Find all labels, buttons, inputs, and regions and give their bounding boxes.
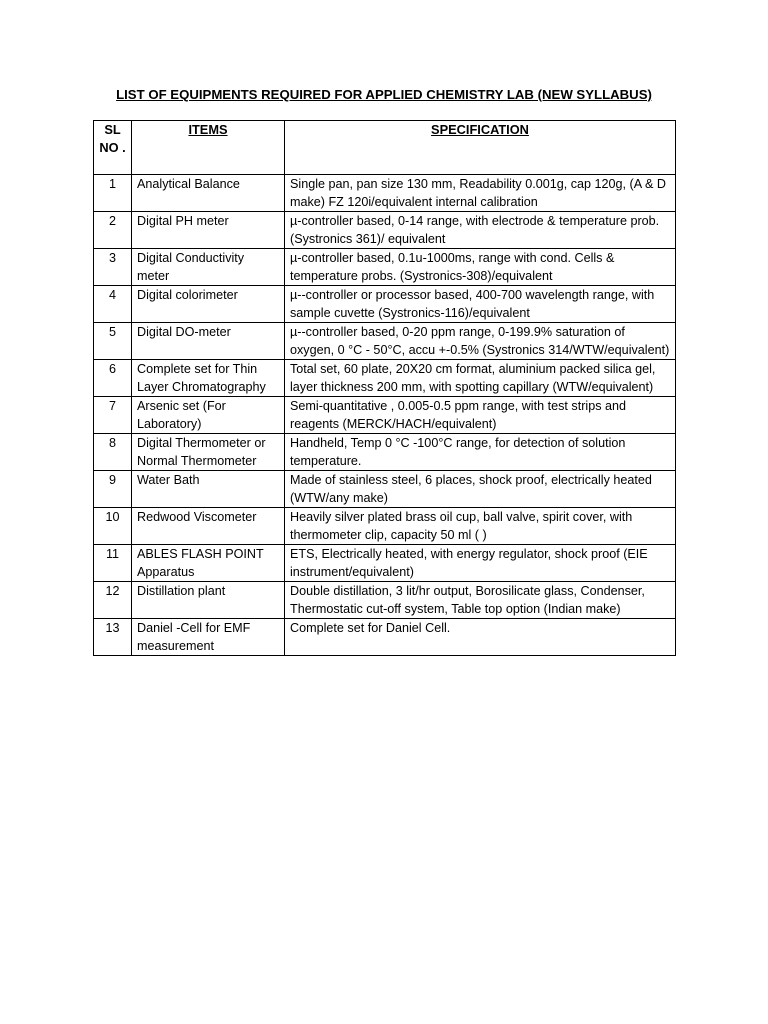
row-item: Digital DO-meter [132, 323, 285, 360]
table-row [94, 508, 676, 545]
row-item: Digital PH meter [132, 212, 285, 249]
row-sl: 13 [94, 619, 132, 656]
table-row [94, 360, 676, 397]
row-item: Digital Conductivity meter [132, 249, 285, 286]
row-spec: µ-controller based, 0-14 range, with electrode & temperature prob. (Systronics 361)/ equivalent [285, 212, 676, 249]
row-sl: 9 [94, 471, 132, 508]
table-row [94, 471, 676, 508]
table-row [94, 286, 676, 323]
row-spec: Semi-quantitative , 0.005-0.5 ppm range, with test strips and reagents (MERCK/HACH/equivalent) [285, 397, 676, 434]
table-row [94, 545, 676, 582]
row-spec: ETS, Electrically heated, with energy regulator, shock proof (EIE instrument/equivalent) [285, 545, 676, 582]
row-spec: Total set, 60 plate, 20X20 cm format, aluminium packed silica gel, layer thickness 200 mm, with spotting capillary (WTW/equivalent) [285, 360, 676, 397]
table-row [94, 323, 676, 360]
header-sl-no: SL NO . [94, 121, 132, 175]
table-row [94, 619, 676, 656]
header-items: ITEMS [132, 121, 285, 175]
row-sl: 10 [94, 508, 132, 545]
table-row [94, 582, 676, 619]
row-item: Water Bath [132, 471, 285, 508]
row-spec: Single pan, pan size 130 mm, Readability 0.001g, cap 120g, (A & D make) FZ 120i/equivalent internal calibration [285, 175, 676, 212]
row-item: Complete set for Thin Layer Chromatography [132, 360, 285, 397]
row-sl: 12 [94, 582, 132, 619]
row-sl: 1 [94, 175, 132, 212]
row-sl: 6 [94, 360, 132, 397]
table-row [94, 397, 676, 434]
row-spec: µ--controller or processor based, 400-700 wavelength range, with sample cuvette (Systronics-116)/equivalent [285, 286, 676, 323]
row-spec: µ-controller based, 0.1u-1000ms, range with cond. Cells & temperature probs. (Systronics-308)/equivalent [285, 249, 676, 286]
equipment-table [93, 120, 676, 656]
table-row [94, 249, 676, 286]
row-item: Digital colorimeter [132, 286, 285, 323]
row-item: Arsenic set (For Laboratory) [132, 397, 285, 434]
header-specification: SPECIFICATION [285, 121, 676, 175]
row-item: Redwood Viscometer [132, 508, 285, 545]
row-spec: Handheld, Temp 0 °C -100°C range, for detection of solution temperature. [285, 434, 676, 471]
table-header-row [94, 121, 676, 175]
table-row [94, 175, 676, 212]
document-title: LIST OF EQUIPMENTS REQUIRED FOR APPLIED CHEMISTRY LAB (NEW SYLLABUS) [116, 87, 652, 102]
table-row [94, 434, 676, 471]
row-sl: 3 [94, 249, 132, 286]
row-item: Distillation plant [132, 582, 285, 619]
table-row [94, 212, 676, 249]
row-sl: 7 [94, 397, 132, 434]
row-sl: 5 [94, 323, 132, 360]
row-spec: Made of stainless steel, 6 places, shock proof, electrically heated (WTW/any make) [285, 471, 676, 508]
row-sl: 2 [94, 212, 132, 249]
row-sl: 4 [94, 286, 132, 323]
row-item: Daniel -Cell for EMF measurement [132, 619, 285, 656]
row-item: Analytical Balance [132, 175, 285, 212]
row-spec: Heavily silver plated brass oil cup, ball valve, spirit cover, with thermometer clip, capacity 50 ml ( ) [285, 508, 676, 545]
row-spec: µ--controller based, 0-20 ppm range, 0-199.9% saturation of oxygen, 0 °C - 50°C, accu +-0.5% (Systronics 314/WTW/equivalent) [285, 323, 676, 360]
row-item: Digital Thermometer or Normal Thermometer [132, 434, 285, 471]
row-item: ABLES FLASH POINT Apparatus [132, 545, 285, 582]
row-spec: Double distillation, 3 lit/hr output, Borosilicate glass, Condenser, Thermostatic cut-off system, Table top option (Indian make) [285, 582, 676, 619]
row-spec: Complete set for Daniel Cell. [285, 619, 676, 656]
row-sl: 11 [94, 545, 132, 582]
row-sl: 8 [94, 434, 132, 471]
